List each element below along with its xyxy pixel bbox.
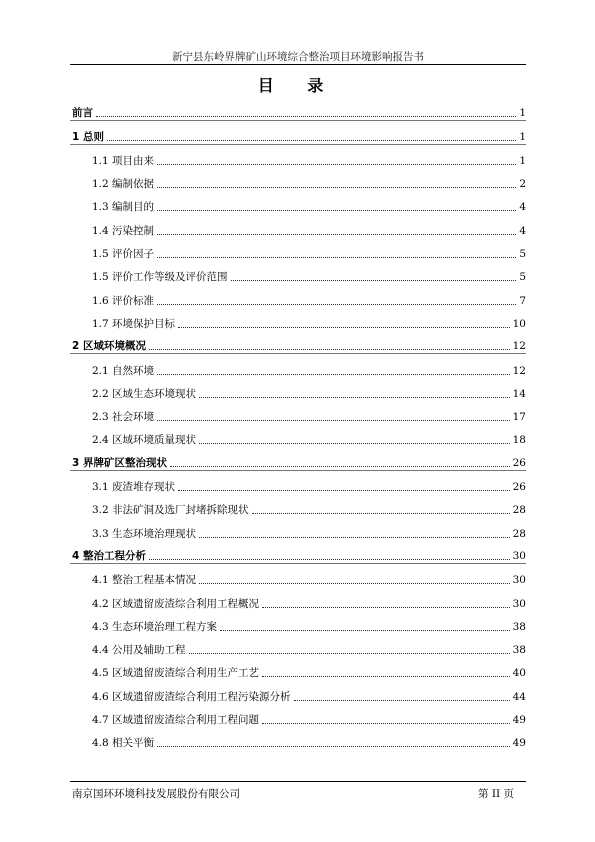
toc-entry-title: 4.6 区域遗留废渣综合利用工程污染源分析 bbox=[92, 690, 291, 703]
toc-entry-page: 17 bbox=[512, 411, 526, 424]
toc-entry-title: 2 区域环境概况 bbox=[72, 340, 146, 353]
dot-leader bbox=[157, 209, 516, 211]
toc-entry-title: 1.6 评价标准 bbox=[92, 294, 155, 307]
toc-entry-page: 2 bbox=[519, 178, 526, 191]
toc-section-entry[interactable] bbox=[70, 378, 526, 401]
running-header: 新宁县东岭界牌矿山环境综合整治项目环境影响报告书 bbox=[172, 51, 424, 63]
toc-entry-page: 1 bbox=[519, 107, 526, 120]
dot-leader bbox=[199, 582, 510, 584]
toc-section-entry[interactable] bbox=[70, 191, 526, 214]
toc-entry-title: 1.4 污染控制 bbox=[92, 224, 155, 237]
toc-chapter-entry[interactable] bbox=[70, 331, 526, 354]
toc-section-entry[interactable] bbox=[70, 494, 526, 517]
dot-leader bbox=[107, 139, 516, 141]
toc-entry-page: 30 bbox=[512, 549, 526, 562]
dot-leader bbox=[262, 675, 510, 677]
dot-leader bbox=[157, 373, 510, 375]
toc-entry-title: 3.1 废渣堆存现状 bbox=[92, 481, 176, 494]
toc-section-entry[interactable] bbox=[70, 354, 526, 377]
toc-entry-title: 1.3 编制目的 bbox=[92, 201, 155, 214]
dot-leader bbox=[157, 303, 516, 305]
dot-leader bbox=[189, 652, 510, 654]
toc-entry-page: 14 bbox=[512, 387, 526, 400]
dot-leader bbox=[220, 629, 510, 631]
dot-leader bbox=[96, 115, 516, 117]
toc-entry-title: 4.4 公用及辅助工程 bbox=[92, 644, 186, 657]
toc-entry-page: 4 bbox=[519, 224, 526, 237]
toc-entry-page: 5 bbox=[519, 248, 526, 261]
toc-entry-title: 1.7 环境保护目标 bbox=[92, 317, 176, 330]
toc-entry-page: 12 bbox=[512, 364, 526, 377]
toc-entry-title: 1 总则 bbox=[72, 130, 104, 143]
dot-leader bbox=[199, 396, 510, 398]
dot-leader bbox=[178, 326, 510, 328]
toc-section-entry[interactable] bbox=[70, 517, 526, 540]
toc-entry-page: 7 bbox=[519, 294, 526, 307]
dot-leader bbox=[149, 558, 510, 560]
toc-entry-page: 49 bbox=[512, 737, 526, 750]
toc-entry-page: 1 bbox=[519, 154, 526, 167]
dot-leader bbox=[149, 348, 510, 350]
toc-entry-title: 4.8 相关平衡 bbox=[92, 737, 155, 750]
toc-entry-title: 4.3 生态环境治理工程方案 bbox=[92, 620, 218, 633]
toc-entry-page: 38 bbox=[512, 620, 526, 633]
dot-leader bbox=[157, 233, 516, 235]
toc-entry-page: 4 bbox=[519, 201, 526, 214]
toc-section-entry[interactable] bbox=[70, 634, 526, 657]
toc-entry-page: 49 bbox=[512, 714, 526, 727]
toc-entry-page: 5 bbox=[519, 271, 526, 284]
header-divider bbox=[70, 64, 526, 65]
toc-section-entry[interactable] bbox=[70, 284, 526, 307]
dot-leader bbox=[157, 745, 510, 747]
toc-entry-title: 2.2 区域生态环境现状 bbox=[92, 387, 197, 400]
toc-chapter-entry[interactable] bbox=[70, 98, 526, 121]
toc-entry-page: 26 bbox=[512, 456, 526, 469]
dot-leader bbox=[199, 442, 510, 444]
toc-entry-page: 28 bbox=[512, 527, 526, 540]
toc-entry-title: 4.2 区域遗留废渣综合利用工程概况 bbox=[92, 597, 260, 610]
dot-leader bbox=[294, 699, 510, 701]
dot-leader bbox=[157, 256, 516, 258]
dot-leader bbox=[178, 489, 510, 491]
toc-entry-title: 3.3 生态环境治理现状 bbox=[92, 527, 197, 540]
toc-section-entry[interactable] bbox=[70, 704, 526, 727]
dot-leader bbox=[262, 722, 510, 724]
dot-leader bbox=[231, 279, 517, 281]
toc-section-entry[interactable] bbox=[70, 471, 526, 494]
toc-section-entry[interactable] bbox=[70, 145, 526, 168]
toc-section-entry[interactable] bbox=[70, 564, 526, 587]
toc-entry-title: 1.5 评价工作等级及评价范围 bbox=[92, 271, 228, 284]
dot-leader bbox=[157, 419, 510, 421]
toc-chapter-entry[interactable] bbox=[70, 447, 526, 470]
table-of-contents bbox=[70, 98, 526, 750]
toc-section-entry[interactable] bbox=[70, 611, 526, 634]
toc-entry-title: 4 整治工程分析 bbox=[72, 549, 146, 562]
toc-entry-page: 30 bbox=[512, 597, 526, 610]
toc-section-entry[interactable] bbox=[70, 401, 526, 424]
dot-leader bbox=[199, 536, 510, 538]
toc-entry-title: 2.3 社会环境 bbox=[92, 411, 155, 424]
toc-section-entry[interactable] bbox=[70, 214, 526, 237]
dot-leader bbox=[170, 465, 510, 467]
toc-title: 目 录 bbox=[257, 76, 338, 95]
toc-section-entry[interactable] bbox=[70, 424, 526, 447]
toc-section-entry[interactable] bbox=[70, 680, 526, 703]
toc-entry-page: 12 bbox=[512, 340, 526, 353]
toc-entry-page: 28 bbox=[512, 504, 526, 517]
toc-entry-title: 2.4 区域环境质量现状 bbox=[92, 434, 197, 447]
toc-section-entry[interactable] bbox=[70, 168, 526, 191]
toc-entry-title: 1.5 评价因子 bbox=[92, 248, 155, 261]
toc-entry-page: 18 bbox=[512, 434, 526, 447]
toc-entry-page: 40 bbox=[512, 667, 526, 680]
toc-entry-page: 1 bbox=[519, 130, 526, 143]
toc-entry-title: 1.2 编制依据 bbox=[92, 178, 155, 191]
footer-page-number: 第 II 页 bbox=[478, 788, 514, 800]
toc-chapter-entry[interactable] bbox=[70, 121, 526, 144]
toc-entry-page: 30 bbox=[512, 574, 526, 587]
toc-entry-page: 44 bbox=[512, 690, 526, 703]
toc-chapter-entry[interactable] bbox=[70, 541, 526, 564]
toc-entry-title: 4.5 区域遗留废渣综合利用生产工艺 bbox=[92, 667, 260, 680]
footer-divider bbox=[70, 781, 526, 782]
toc-entry-title: 1.1 项目由来 bbox=[92, 154, 155, 167]
toc-entry-title: 3 界牌矿区整治现状 bbox=[72, 456, 167, 469]
dot-leader bbox=[157, 163, 516, 165]
toc-entry-page: 26 bbox=[512, 481, 526, 494]
toc-entry-title: 前言 bbox=[72, 107, 93, 120]
dot-leader bbox=[262, 606, 510, 608]
toc-entry-title: 4.7 区域遗留废渣综合利用工程问题 bbox=[92, 714, 260, 727]
toc-section-entry[interactable] bbox=[70, 727, 526, 750]
dot-leader bbox=[157, 186, 516, 188]
toc-section-entry[interactable] bbox=[70, 587, 526, 610]
toc-entry-title: 3.2 非法矿洞及选厂封堵拆除现状 bbox=[92, 504, 249, 517]
dot-leader bbox=[252, 512, 510, 514]
toc-entry-title: 2.1 自然环境 bbox=[92, 364, 155, 377]
toc-entry-page: 10 bbox=[512, 317, 526, 330]
toc-entry-page: 38 bbox=[512, 644, 526, 657]
toc-section-entry[interactable] bbox=[70, 657, 526, 680]
toc-section-entry[interactable] bbox=[70, 238, 526, 261]
toc-section-entry[interactable] bbox=[70, 308, 526, 331]
footer-company: 南京国环环境科技发展股份有限公司 bbox=[72, 788, 240, 800]
toc-section-entry[interactable] bbox=[70, 261, 526, 284]
toc-entry-title: 4.1 整治工程基本情况 bbox=[92, 574, 197, 587]
